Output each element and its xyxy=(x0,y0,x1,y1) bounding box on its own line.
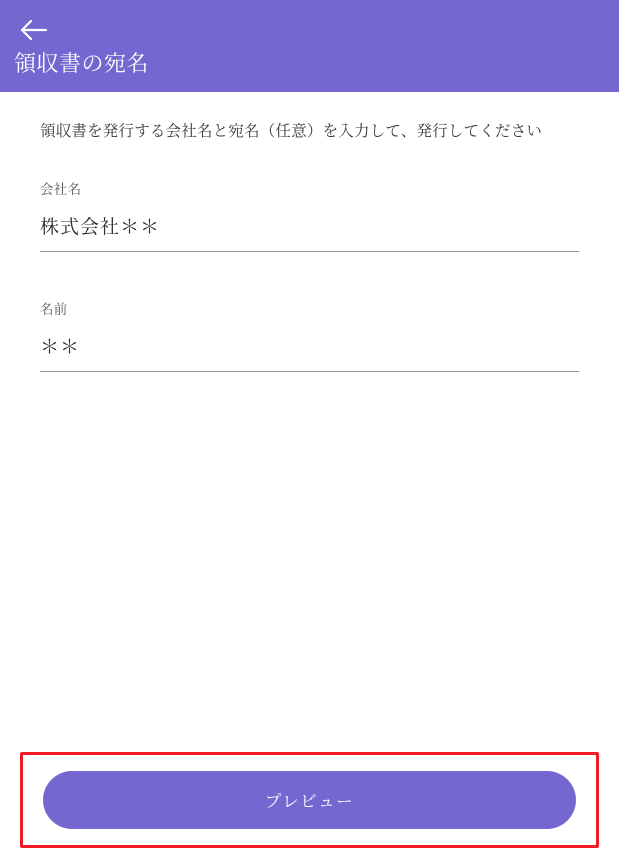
company-name-input[interactable]: 株式会社＊＊ xyxy=(40,212,579,252)
preview-button[interactable]: プレビュー xyxy=(43,771,576,829)
instruction-text: 領収書を発行する会社名と宛名（任意）を入力して、発行してください xyxy=(40,123,543,140)
back-arrow-glyph xyxy=(20,19,48,41)
preview-highlight-box xyxy=(20,752,599,848)
field-person-name xyxy=(40,298,579,372)
back-arrow-icon[interactable] xyxy=(16,12,52,48)
page-title: 領収書の宛名 xyxy=(14,51,150,76)
person-name-input[interactable]: ＊＊ xyxy=(40,332,579,372)
company-name-label: 会社名 xyxy=(40,182,82,197)
field-company-name xyxy=(40,178,579,252)
person-name-label: 名前 xyxy=(40,302,68,317)
form-content xyxy=(0,92,619,864)
app-bar xyxy=(0,0,619,92)
